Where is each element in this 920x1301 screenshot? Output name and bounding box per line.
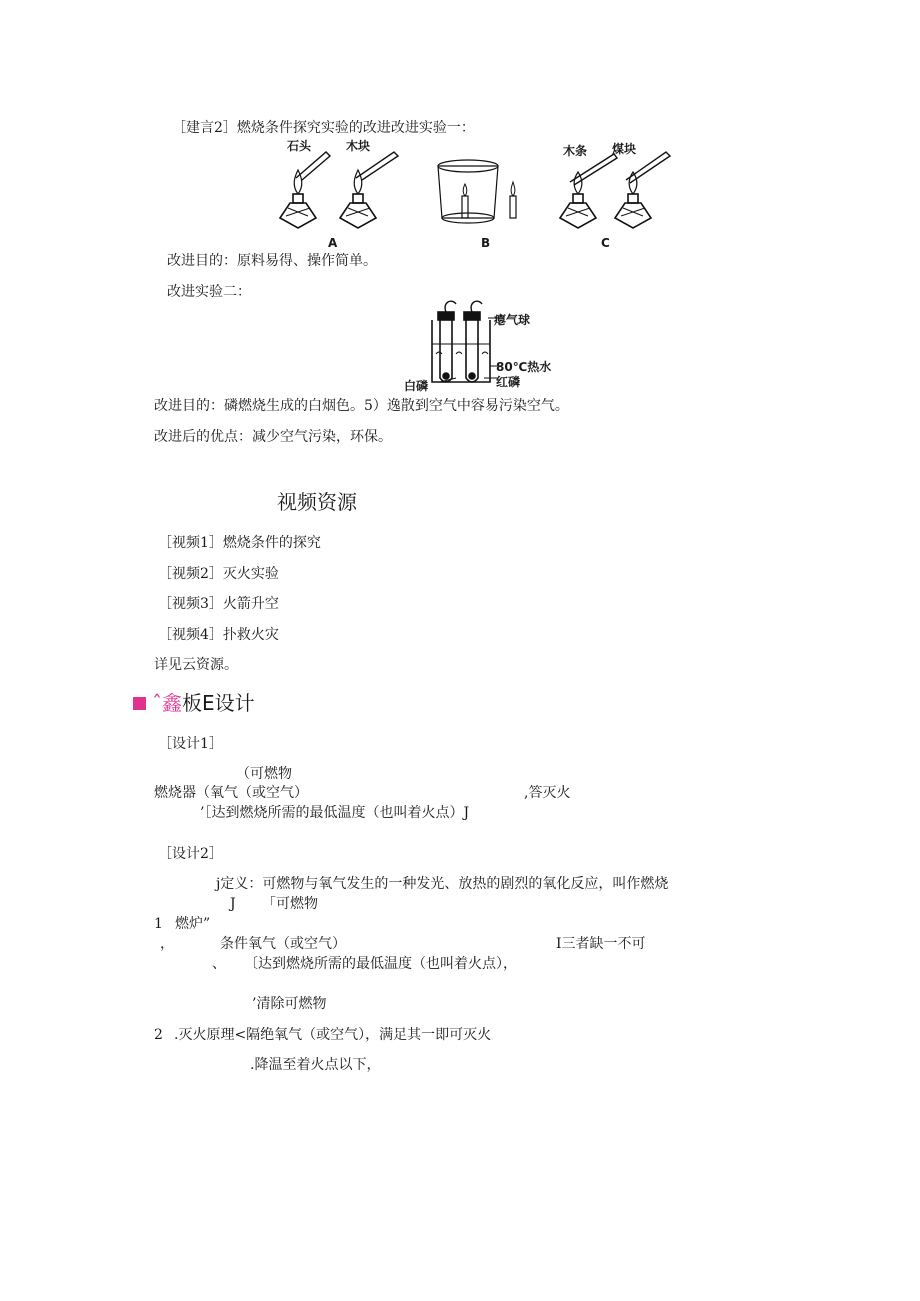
design2-j: J — [230, 896, 236, 912]
label-b: B — [481, 236, 491, 250]
label-strip: 木条 — [563, 144, 588, 158]
label-red: 红磷 — [496, 375, 521, 389]
design2-num2: 2 — [154, 1027, 163, 1043]
label-water: 80℃热水 — [496, 360, 552, 374]
design2-three: I三者缺一不可 — [556, 936, 646, 952]
design1-line2b: ,答灭火 — [524, 785, 571, 801]
label-white: 白磷 — [404, 379, 429, 393]
board-title-rest: 板E设计 — [182, 691, 255, 715]
board-title — [152, 691, 255, 715]
design2-label: ［设计2］ — [158, 846, 223, 862]
video-item-4: ［视频4］扑救火灾 — [158, 627, 279, 643]
design2-combustible: 「可燃物 — [262, 896, 318, 912]
design2-principle: .灭火原理<隔绝氧气（或空气），满足其一即可灭火 — [174, 1027, 492, 1043]
design1-line1: （可燃物 — [236, 766, 292, 782]
video-item-1: ［视频1］燃烧条件的探究 — [158, 535, 321, 551]
design2-temp: 〔达到燃烧所需的最低温度（也叫着火点）， — [244, 956, 517, 972]
label-c: C — [601, 236, 610, 250]
design1-line2a: 燃烧器（氧气（或空气） — [154, 785, 308, 801]
board-title-pink: ˆ鑫 — [152, 691, 182, 715]
label-coal: 煤块 — [612, 142, 637, 156]
design2-cond: 条件氧气（或空气） — [220, 936, 346, 952]
improve2-heading: 改进实验二： — [167, 284, 251, 300]
design2-burn: 燃炉” — [175, 916, 211, 932]
video-title: 视频资源 — [277, 490, 357, 514]
improve1-heading: ［建言2］燃烧条件探究实验的改进改进实验一： — [172, 120, 475, 136]
design2-num1: 1 — [154, 916, 163, 932]
design1-label: ［设计1］ — [158, 736, 223, 752]
video-item-2: ［视频2］灭火实验 — [158, 566, 279, 582]
design2-dun: 、 — [212, 956, 226, 972]
pink-square-icon — [133, 697, 146, 710]
improve2-advantage: 改进后的优点：减少空气污染，环保。 — [154, 429, 392, 445]
design2-def: j定义：可燃物与氧气发生的一种发光、放热的剧烈的氧化反应，叫作燃烧 — [216, 876, 669, 892]
label-stone: 石头 — [287, 139, 312, 153]
apparatus-figure-1 — [270, 148, 690, 238]
label-a: A — [328, 236, 338, 250]
improve2-purpose: 改进目的：磷燃烧生成的白烟色。5）逸散到空气中容易污染空气。 — [154, 398, 569, 414]
pointer-lines — [440, 312, 500, 386]
design2-cool: .降温至着火点以下， — [250, 1057, 381, 1073]
design2-comma: ， — [160, 936, 174, 952]
video-note: 详见云资源。 — [154, 657, 238, 673]
label-balloon: 瘪气球 — [494, 313, 531, 327]
improve1-purpose: 改进目的：原料易得、操作简单。 — [167, 253, 377, 269]
label-wood: 木块 — [346, 139, 371, 153]
design2-clear: ’清除可燃物 — [252, 996, 327, 1012]
design1-line3: ’［达到燃烧所需的最低温度（也叫着火点）J — [200, 805, 470, 821]
video-item-3: ［视频3］火箭升空 — [158, 596, 279, 612]
